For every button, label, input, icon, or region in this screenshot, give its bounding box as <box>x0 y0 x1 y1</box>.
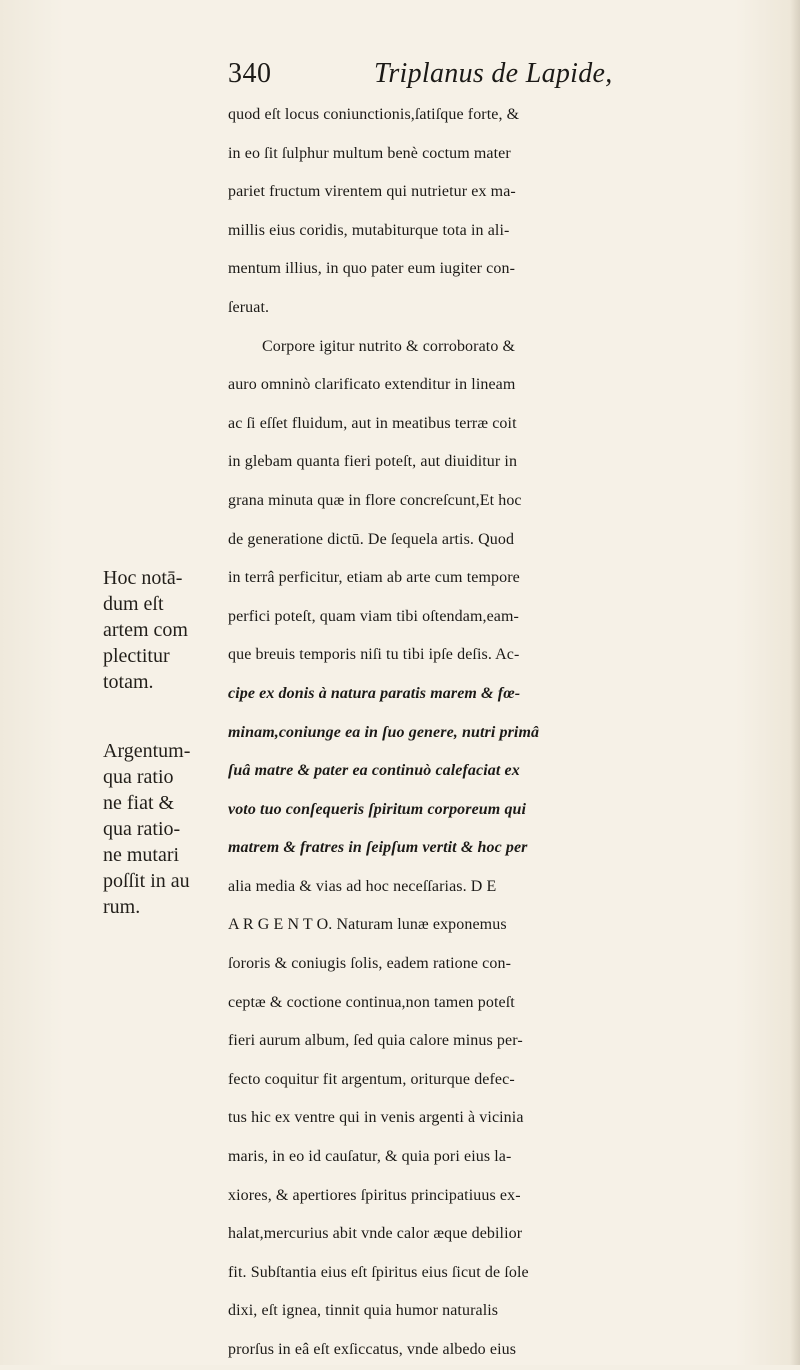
text-line: A R G E N T O. Naturam lunæ exponemus <box>228 916 507 934</box>
text-line: prorſus in eâ eſt exſiccatus, vnde albedo eius <box>228 1341 517 1358</box>
text-line: voto tuo conſequeris ſpiritum corporeum qui <box>228 800 527 818</box>
text-line: halat,mercurius abit vnde calor æque debilior <box>228 1225 523 1243</box>
page-edge-shadow <box>790 0 800 1365</box>
text-line: mentum illius, in quo pater eum iugiter con- <box>228 260 516 278</box>
text-line: ceptæ & coctione continua,non tamen poteſt <box>228 993 515 1011</box>
text-line: alia media & vias ad hoc neceſſarias. D E <box>228 877 497 895</box>
text-line: dixi, eſt ignea, tinnit quia humor naturalis <box>228 1302 499 1320</box>
margin-note-line: dum eſt <box>103 593 164 615</box>
text-line: minam,coniunge ea in ſuo genere, nutri primâ <box>228 723 540 741</box>
page-header <box>228 58 688 98</box>
text-line: fieri aurum album, ſed quia calore minus per- <box>228 1032 523 1050</box>
margin-note-line: artem com <box>103 619 188 641</box>
main-text-block <box>228 96 788 1370</box>
margin-note-line: Hoc notā- <box>103 567 183 589</box>
margin-note-line: qua ratio <box>103 766 174 788</box>
margin-note-argentum <box>103 738 190 920</box>
text-line: quod eſt locus coniunctionis,ſatiſque forte, & <box>228 106 520 123</box>
text-line: tus hic ex ventre qui in venis argenti à vicinia <box>228 1109 524 1127</box>
text-line: que breuis temporis niſi tu tibi ipſe deſis. Ac- <box>228 646 520 664</box>
text-line: xiores, & apertiores ſpiritus principatiuus ex- <box>228 1186 521 1204</box>
text-line: ac ſi eſſet fluidum, aut in meatibus terræ coit <box>228 414 517 432</box>
text-line: grana minuta quæ in flore concreſcunt,Et hoc <box>228 491 522 509</box>
text-line: Corpore igitur nutrito & corroborato & <box>262 337 516 355</box>
text-line: in terrâ perficitur, etiam ab arte cum tempore <box>228 569 520 587</box>
text-line: in glebam quanta fieri poteſt, aut diuiditur in <box>228 453 518 471</box>
text-line: fecto coquitur fit argentum, oriturque defec- <box>228 1070 515 1088</box>
text-line: cipe ex donis à natura paratis marem & fœ- <box>228 684 521 702</box>
text-line: auro omninò clarificato extenditur in lineam <box>228 376 516 394</box>
text-line: perfici poteſt, quam viam tibi oſtendam,eam- <box>228 607 519 625</box>
text-line: millis eius coridis, mutabiturque tota in ali- <box>228 221 510 239</box>
text-line: ſororis & coniugis ſolis, eadem ratione con- <box>228 955 512 973</box>
margin-note-line: rum. <box>103 896 141 918</box>
margin-note-line: poſſit in au <box>103 870 190 892</box>
text-line: de generatione dictū. De ſequela artis. Quod <box>228 530 515 548</box>
margin-note-line: ne mutari <box>103 844 180 866</box>
margin-note-line: ne fiat & <box>103 792 175 814</box>
text-line: ſuâ matre & pater ea continuò calefaciat ex <box>228 762 520 780</box>
text-line: fit. Subſtantia eius eſt ſpiritus eius ſicut de ſole <box>228 1263 529 1281</box>
margin-note-line: Argentum- <box>103 740 191 762</box>
running-title: Triplanus de Lapide, <box>374 58 613 89</box>
margin-note-line: totam. <box>103 671 154 693</box>
margin-note-line: plectitur <box>103 645 170 667</box>
page-number: 340 <box>228 58 272 89</box>
text-line: ſeruat. <box>228 298 270 316</box>
text-line: maris, in eo id cauſatur, & quia pori eius la- <box>228 1148 512 1166</box>
margin-note-hoc-notandum <box>103 565 188 695</box>
margin-note-line: qua ratio- <box>103 818 181 840</box>
text-line: in eo ſit ſulphur multum benè coctum mater <box>228 144 511 162</box>
text-line: pariet fructum virentem qui nutrietur ex ma- <box>228 183 516 201</box>
text-line: matrem & fratres in ſeipſum vertit & hoc per <box>228 839 528 857</box>
